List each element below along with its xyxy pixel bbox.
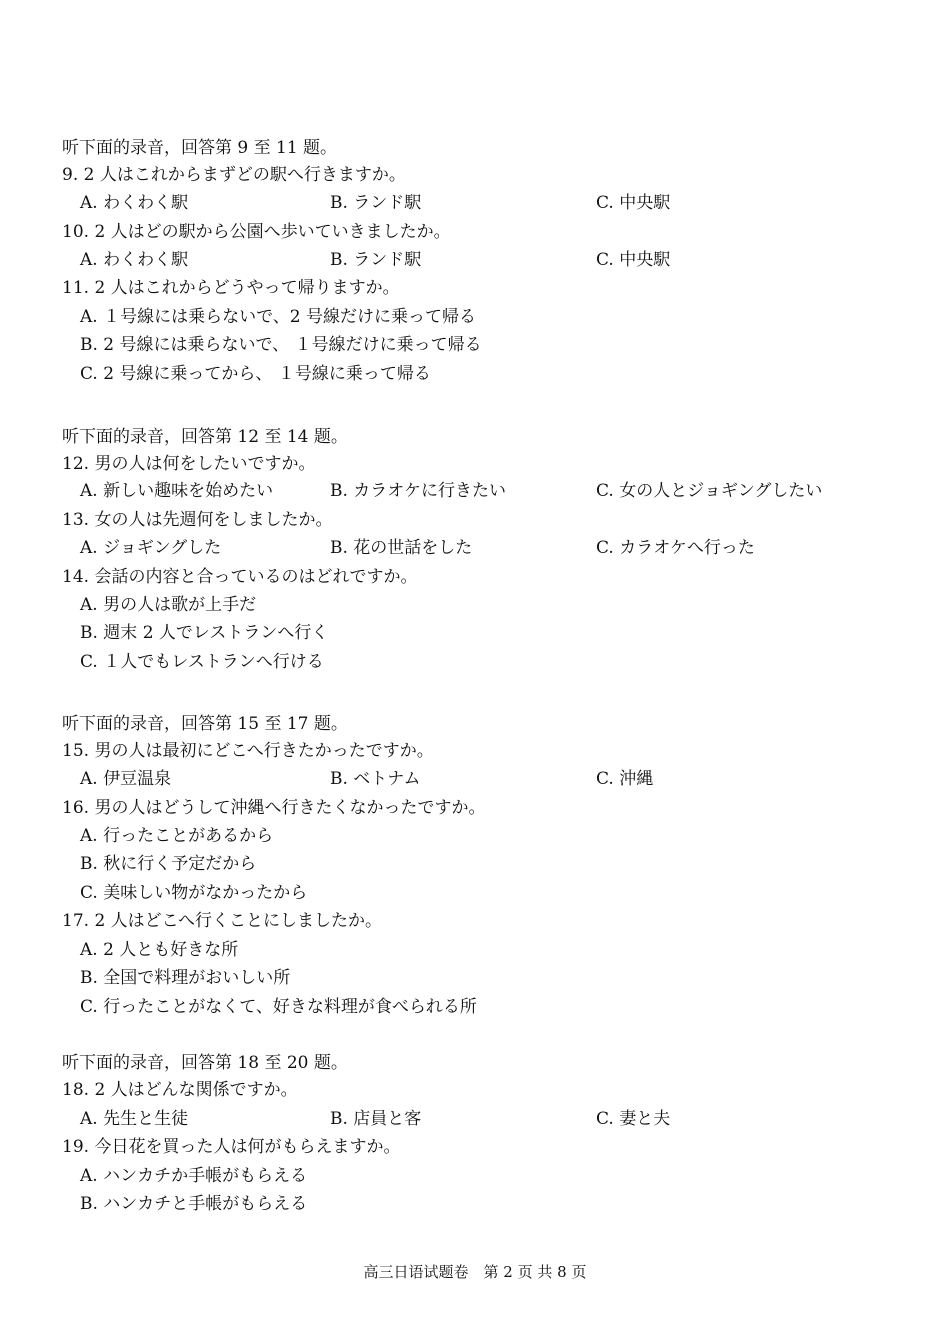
option-a: A. ハンカチか手帳がもらえる [80, 1166, 308, 1186]
page-footer: 高三日语试题卷 第 2 页 共 8 页 [363, 1263, 587, 1281]
option-b: B. ベトナム [330, 769, 421, 789]
question-stem: 18. 2 人はどんな関係ですか。 [62, 1080, 298, 1100]
option-c: C. 美味しい物がなかったから [80, 883, 308, 903]
option-a: A. わくわく駅 [80, 193, 189, 213]
question-stem: 14. 会話の内容と合っているのはどれですか。 [62, 567, 418, 587]
question-stem: 19. 今日花を買った人は何がもらえますか。 [62, 1137, 401, 1157]
option-a: A. １号線には乗らないで、2 号線だけに乗って帰る [80, 307, 476, 327]
option-a: A. 行ったことがあるから [80, 826, 274, 846]
option-c: C. １人でもレストランへ行ける [80, 652, 324, 672]
question-stem: 15. 男の人は最初にどこへ行きたかったですか。 [62, 741, 434, 761]
option-a: A. 男の人は歌が上手だ [80, 595, 257, 615]
option-c: C. 妻と夫 [596, 1109, 671, 1129]
option-c: C. 沖縄 [596, 769, 654, 789]
option-a: A. 伊豆温泉 [80, 769, 172, 789]
option-b: B. 秋に行く予定だから [80, 854, 257, 874]
option-b: B. 店員と客 [330, 1109, 422, 1129]
option-c: C. 2 号線に乗ってから、 １号線に乗って帰る [80, 364, 431, 384]
question-stem: 17. 2 人はどこへ行くことにしましたか。 [62, 911, 382, 931]
option-b: B. 2 号線には乗らないで、 １号線だけに乗って帰る [80, 335, 482, 355]
option-b: B. カラオケに行きたい [330, 481, 506, 501]
question-stem: 9. 2 人はこれからまずどの駅へ行きますか。 [62, 165, 406, 185]
section-heading: 听下面的录音，回答第 9 至 11 题。 [62, 138, 338, 158]
option-a: A. ジョギングした [80, 538, 222, 558]
option-b: B. 花の世話をした [330, 538, 473, 558]
option-b: B. ハンカチと手帳がもらえる [80, 1194, 308, 1214]
question-stem: 13. 女の人は先週何をしましたか。 [62, 510, 333, 530]
option-c: C. 中央駅 [596, 193, 671, 213]
option-a: A. 先生と生徒 [80, 1109, 189, 1129]
option-c: C. 中央駅 [596, 250, 671, 270]
option-a: A. 2 人とも好きな所 [80, 940, 239, 960]
question-stem: 12. 男の人は何をしたいですか。 [62, 454, 316, 474]
question-stem: 11. 2 人はこれからどうやって帰りますか。 [62, 278, 400, 298]
section-heading: 听下面的录音，回答第 18 至 20 题。 [62, 1053, 348, 1073]
section-heading: 听下面的录音，回答第 12 至 14 题。 [62, 427, 348, 447]
question-stem: 16. 男の人はどうして沖縄へ行きたくなかったですか。 [62, 798, 486, 818]
option-b: B. ランド駅 [330, 250, 422, 270]
option-a: A. わくわく駅 [80, 250, 189, 270]
option-a: A. 新しい趣味を始めたい [80, 481, 274, 501]
option-c: C. 行ったことがなくて、好きな料理が食べられる所 [80, 997, 477, 1017]
question-stem: 10. 2 人はどの駅から公園へ歩いていきましたか。 [62, 222, 451, 242]
option-b: B. 週末 2 人でレストランへ行く [80, 623, 329, 643]
option-c: C. 女の人とジョギングしたい [596, 481, 823, 501]
option-c: C. カラオケへ行った [596, 538, 755, 558]
option-b: B. 全国で料理がおいしい所 [80, 968, 291, 988]
section-heading: 听下面的录音，回答第 15 至 17 题。 [62, 714, 348, 734]
option-b: B. ランド駅 [330, 193, 422, 213]
